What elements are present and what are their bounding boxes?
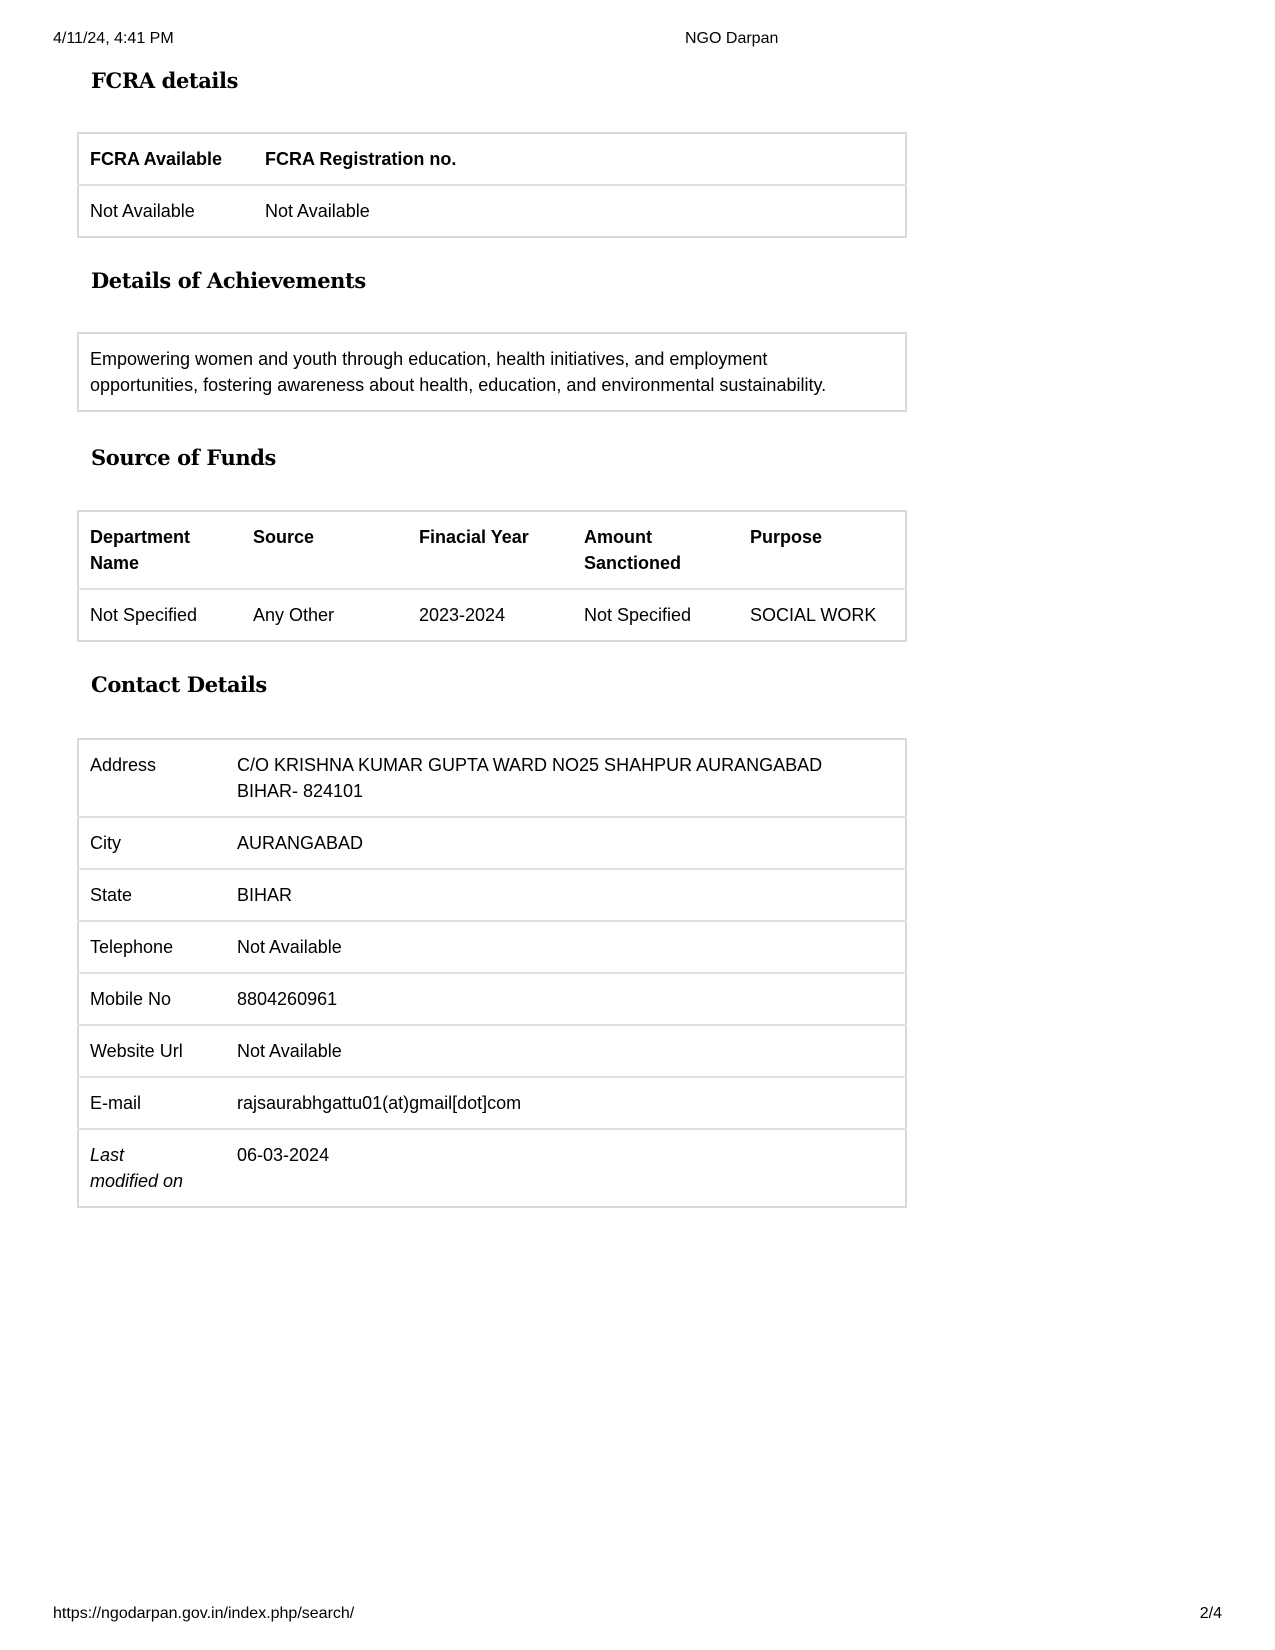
- print-datetime: 4/11/24, 4:41 PM: [53, 30, 174, 47]
- contact-row-website: [78, 1025, 906, 1077]
- print-page-number: 2/4: [1199, 1605, 1222, 1622]
- contact-label: Mobile No: [78, 973, 226, 1025]
- contact-label: E-mail: [78, 1077, 226, 1129]
- table-cell: Not Specified: [573, 589, 739, 641]
- table-header-row: [78, 511, 906, 589]
- print-url: https://ngodarpan.gov.in/index.php/search/: [53, 1605, 355, 1622]
- table-header-cell: Amount Sanctioned: [584, 527, 682, 573]
- print-header: [53, 30, 1222, 50]
- table-header-cell: FCRA Registration no.: [265, 149, 457, 169]
- contact-row-mobile: [78, 973, 906, 1025]
- table-cell: Not Available: [78, 185, 254, 237]
- contact-label: Telephone: [78, 921, 226, 973]
- contact-row-state: [78, 869, 906, 921]
- contact-value: C/O KRISHNA KUMAR GUPTA WARD NO25 SHAHPUR AURANGABAD BIHAR- 824101: [237, 755, 823, 801]
- achievements-text: Empowering women and youth through education, health initiatives, and employment opportunities, fostering awareness about health, education, and environmental sustainability.: [90, 349, 827, 395]
- table-cell: SOCIAL WORK: [739, 589, 906, 641]
- fcra-table: [77, 132, 907, 238]
- contact-row-email: [78, 1077, 906, 1129]
- funds-table: [77, 510, 907, 642]
- contact-value: BIHAR: [226, 869, 906, 921]
- table-header-cell: Department Name: [90, 527, 191, 573]
- contact-row-telephone: [78, 921, 906, 973]
- table-header-cell: FCRA Available: [90, 149, 223, 169]
- contact-row-address: [78, 739, 906, 817]
- contact-label: City: [78, 817, 226, 869]
- print-site-title: NGO Darpan: [685, 30, 779, 47]
- contact-value: rajsaurabhgattu01(at)gmail[dot]com: [226, 1077, 906, 1129]
- achievements-table: [77, 332, 907, 412]
- table-row: [78, 589, 906, 641]
- contact-section-title: Contact Details: [91, 672, 267, 697]
- table-header-cell: Purpose: [750, 527, 823, 547]
- table-row: [78, 333, 906, 411]
- contact-label: Address: [90, 755, 157, 775]
- contact-value: AURANGABAD: [226, 817, 906, 869]
- contact-label: Website Url: [78, 1025, 226, 1077]
- table-row: [78, 185, 906, 237]
- contact-value: Not Available: [226, 921, 906, 973]
- contact-label: Last modified on: [78, 1129, 226, 1207]
- contact-row-city: [78, 817, 906, 869]
- contact-table: [77, 738, 907, 1208]
- contact-value: Not Available: [226, 1025, 906, 1077]
- table-header-cell: Finacial Year: [419, 527, 529, 547]
- table-cell: 2023-2024: [408, 589, 573, 641]
- contact-row-last-modified: [78, 1129, 906, 1207]
- table-cell: Any Other: [242, 589, 408, 641]
- achievements-section-title: Details of Achievements: [91, 268, 366, 293]
- funds-section-title: Source of Funds: [91, 445, 276, 470]
- fcra-section-title: FCRA details: [91, 68, 239, 93]
- table-cell: Not Specified: [78, 589, 242, 641]
- table-cell: Not Available: [254, 185, 906, 237]
- table-header-cell: Source: [253, 527, 315, 547]
- print-footer: [53, 1605, 1222, 1625]
- contact-value: 8804260961: [226, 973, 906, 1025]
- contact-value: 06-03-2024: [226, 1129, 906, 1207]
- contact-label: State: [78, 869, 226, 921]
- table-header-row: [78, 133, 906, 185]
